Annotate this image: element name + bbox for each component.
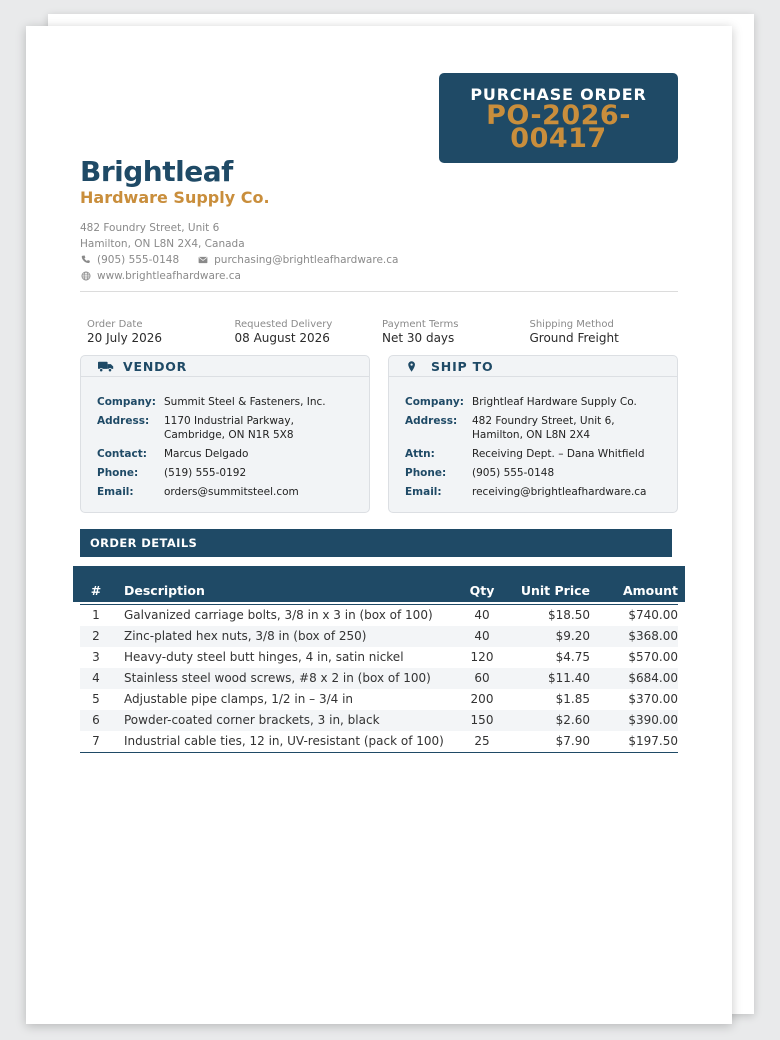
meta-payment-terms (382, 318, 530, 346)
cell-amount: $197.50 (628, 734, 678, 748)
company-website-row (80, 268, 398, 284)
col-header-description: Description (124, 583, 205, 598)
vendor-contact-row (97, 447, 369, 461)
vendor-company-row (97, 395, 369, 409)
cell-unit-price: $18.50 (548, 608, 590, 622)
company-subtitle: Hardware Supply Co. (80, 188, 270, 207)
ship-to-card-header (389, 356, 677, 377)
cell-amount: $390.00 (628, 713, 678, 727)
meta-value: Ground Freight (529, 331, 619, 345)
ship-phone-row (405, 466, 677, 480)
company-address-line2: Hamilton, ON L8N 2X4, Canada (80, 238, 245, 250)
phone-icon (80, 255, 91, 266)
table-row (80, 668, 678, 689)
cell-description: Zinc-plated hex nuts, 3/8 in (box of 250) (124, 629, 367, 643)
cell-unit-price: $2.60 (555, 713, 590, 727)
purchase-order-page (26, 26, 732, 1024)
ship-to-fields (389, 377, 677, 499)
cell-qty: 25 (474, 734, 490, 748)
cell-num: 3 (92, 650, 100, 664)
cell-amount: $370.00 (628, 692, 678, 706)
vendor-title: VENDOR (123, 358, 188, 374)
col-header-unit-price: Unit Price (520, 583, 590, 598)
meta-order-date (87, 318, 235, 346)
ship-email-row (405, 485, 677, 499)
cell-qty: 40 (474, 608, 490, 622)
company-contact (80, 220, 398, 284)
field-value: (519) 555-0192 (164, 467, 247, 479)
vendor-card (80, 355, 370, 513)
field-label: Company: (97, 396, 156, 408)
cell-qty: 40 (474, 629, 490, 643)
po-label: PURCHASE ORDER (470, 85, 647, 104)
truck-icon (97, 359, 115, 373)
cell-qty: 150 (470, 713, 494, 727)
meta-value: 20 July 2026 (87, 331, 163, 345)
items-table-body (80, 604, 678, 753)
meta-shipping-method (530, 318, 678, 346)
cell-amount: $570.00 (628, 650, 678, 664)
company-email[interactable]: purchasing@brightleafhardware.ca (214, 254, 399, 266)
field-value[interactable]: receiving@brightleafhardware.ca (472, 486, 647, 498)
po-header-box (439, 73, 678, 163)
cell-amount: $368.00 (628, 629, 678, 643)
field-label: Contact: (97, 448, 147, 460)
field-label: Company: (405, 396, 464, 408)
cell-description: Industrial cable ties, 12 in, UV-resistant (pack of 100) (124, 734, 444, 748)
ship-to-card (388, 355, 678, 513)
field-label: Address: (405, 415, 458, 427)
meta-label: Order Date (87, 319, 143, 330)
cell-qty: 200 (470, 692, 494, 706)
vendor-card-header (81, 356, 369, 377)
table-row (80, 689, 678, 710)
cell-num: 5 (92, 692, 100, 706)
cell-num: 7 (92, 734, 100, 748)
ship-attn-row (405, 447, 677, 461)
ship-address-row (405, 414, 677, 442)
cell-description: Adjustable pipe clamps, 1/2 in – 3/4 in (124, 692, 354, 706)
cell-unit-price: $9.20 (555, 629, 590, 643)
field-value[interactable]: orders@summitsteel.com (164, 486, 299, 498)
cell-unit-price: $11.40 (548, 671, 590, 685)
map-pin-icon (405, 359, 423, 373)
order-details-header: ORDER DETAILS (80, 529, 672, 557)
cell-qty: 60 (474, 671, 490, 685)
field-label: Attn: (405, 448, 435, 460)
cell-description: Heavy-duty steel butt hinges, 4 in, satin nickel (124, 650, 404, 664)
meta-value: 08 August 2026 (234, 331, 330, 345)
field-value: 482 Foundry Street, Unit 6, Hamilton, ON L8N 2X4 (472, 415, 615, 441)
field-value: Marcus Delgado (164, 448, 249, 460)
table-row (80, 647, 678, 668)
field-value: Brightleaf Hardware Supply Co. (472, 396, 637, 408)
company-brand (80, 156, 270, 208)
vendor-email-row (97, 485, 369, 499)
meta-value: Net 30 days (382, 331, 455, 345)
cell-description: Powder-coated corner brackets, 3 in, black (124, 713, 380, 727)
cell-amount: $684.00 (628, 671, 678, 685)
field-label: Phone: (97, 467, 139, 479)
table-row (80, 731, 678, 752)
order-meta (87, 318, 677, 346)
ship-to-title: SHIP TO (431, 358, 494, 374)
company-address-line1: 482 Foundry Street, Unit 6 (80, 222, 220, 234)
cell-num: 4 (92, 671, 100, 685)
cell-unit-price: $4.75 (555, 650, 590, 664)
envelope-icon (197, 255, 208, 266)
col-header-amount: Amount (622, 583, 678, 598)
table-row (80, 710, 678, 731)
field-value: 1170 Industrial Parkway, Cambridge, ON N1R 5X8 (164, 415, 294, 441)
meta-label: Payment Terms (382, 319, 459, 330)
cell-unit-price: $1.85 (555, 692, 590, 706)
table-row (80, 605, 678, 626)
header-divider (80, 291, 678, 292)
field-value: Receiving Dept. – Dana Whitfield (472, 448, 645, 460)
meta-label: Requested Delivery (234, 319, 333, 330)
meta-label: Shipping Method (529, 319, 614, 330)
cell-num: 6 (92, 713, 100, 727)
items-table-header (73, 566, 685, 602)
col-header-qty: Qty (469, 583, 495, 598)
meta-requested-delivery (235, 318, 383, 346)
vendor-phone-row (97, 466, 369, 480)
col-header-num: # (90, 583, 102, 598)
cell-amount: $740.00 (628, 608, 678, 622)
field-value: (905) 555-0148 (472, 467, 555, 479)
field-label: Email: (405, 486, 442, 498)
ship-company-row (405, 395, 677, 409)
field-value: Summit Steel & Fasteners, Inc. (164, 396, 326, 408)
cell-num: 2 (92, 629, 100, 643)
field-label: Phone: (405, 467, 447, 479)
cell-unit-price: $7.90 (555, 734, 590, 748)
po-number: PO-2026-00417 (486, 100, 631, 154)
cell-description: Stainless steel wood screws, #8 x 2 in (box of 100) (124, 671, 431, 685)
vendor-address-row (97, 414, 369, 442)
company-phone: (905) 555-0148 (97, 254, 180, 266)
company-phone-email-row (80, 252, 398, 268)
globe-icon (80, 271, 91, 282)
cell-num: 1 (92, 608, 100, 622)
field-label: Address: (97, 415, 150, 427)
cell-description: Galvanized carriage bolts, 3/8 in x 3 in (box of 100) (124, 608, 433, 622)
field-label: Email: (97, 486, 134, 498)
table-row (80, 626, 678, 647)
company-website[interactable]: www.brightleafhardware.ca (97, 270, 241, 282)
cell-qty: 120 (470, 650, 494, 664)
company-name: Brightleaf (80, 155, 233, 188)
vendor-fields (81, 377, 369, 499)
